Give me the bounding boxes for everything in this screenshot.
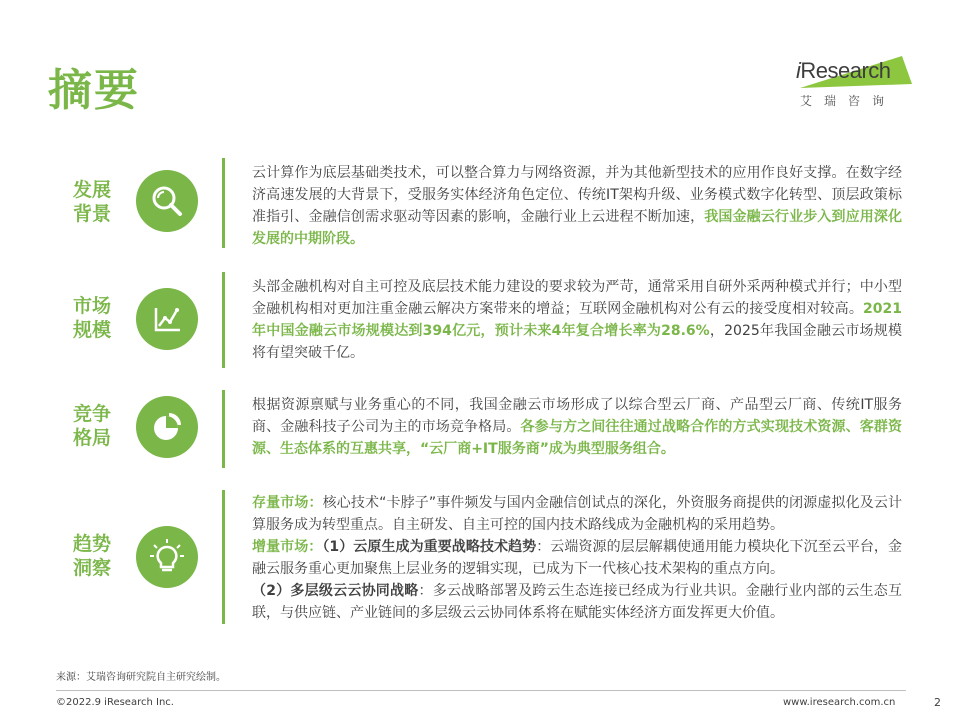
section-competitive-landscape [0, 390, 960, 468]
section-label [62, 532, 122, 580]
section-label-line1: 市场 [72, 295, 111, 317]
section-icon-circle [136, 526, 198, 588]
section-label-line1: 趋势 [72, 533, 111, 555]
section-text-highlight: 存量市场： [252, 495, 323, 511]
section-label-line1: 发展 [72, 179, 111, 201]
section-text [252, 162, 902, 250]
page-title: 摘要 [48, 65, 140, 116]
section-divider-bar [222, 390, 225, 468]
section-text-segment: 根据资源禀赋与业务重心的不同，我国金融云市场形成了以综合型云厂商、产品型云厂商、传统IT服务商、金融科技子公司为主的市场竞争格局。 [252, 397, 902, 435]
section-text-segment: 头部金融机构对自主可控及底层技术能力建设的要求较为严苛，通常采用自研外采两种模式并行；中小型金融机构相对更加注重金融云解决方案带来的增益；互联网金融机构对公有云的接受度相对较高。 [252, 279, 902, 317]
section-icon-circle [136, 396, 198, 458]
website-link[interactable]: www.iresearch.com.cn [783, 697, 896, 708]
section-label [62, 178, 122, 226]
section-icon-circle [136, 170, 198, 232]
section-text-segment: ：云端资源的层层解耦使通用能力模块化下沉至云平台，金融云服务重心更加聚焦上层业务的逻辑实现，已成为下一代核心技术架构的重点方向。 [252, 539, 902, 577]
logo-wordmark [796, 58, 891, 84]
pie-chart-icon [136, 396, 198, 458]
logo-wordmark-rest: Research [800, 58, 891, 83]
section-label [62, 402, 122, 450]
section-text-highlight: 我国金融云行业步入到应用深化发展的中期阶段。 [252, 209, 902, 247]
section-text [252, 492, 902, 624]
section-divider-bar [222, 158, 225, 248]
section-divider-bar [222, 272, 225, 368]
section-label-line2: 洞察 [72, 557, 111, 579]
section-label-line2: 规模 [72, 319, 111, 341]
section-text-highlight: 各参与方之间往往通过战略合作的方式实现技术资源、客群资源、生态体系的互惠共享，“云厂商+IT服务商”成为典型服务组合。 [252, 419, 903, 457]
section-label [62, 294, 122, 342]
logo-subtitle: 艾瑞咨询 [800, 94, 897, 108]
section-trend-insight [0, 490, 960, 624]
section-text-bold: （1）云原生成为重要战略技术趋势 [322, 539, 537, 555]
copyright: ©2022.9 iResearch Inc. [56, 697, 174, 708]
magnifier-icon [136, 170, 198, 232]
line-chart-icon [136, 288, 198, 350]
logo-wordmark-i: i [796, 58, 801, 83]
page-number: 2 [934, 696, 941, 709]
section-text-segment: 云计算作为底层基础类技术，可以整合算力与网络资源，并为其他新型技术的应用作良好支撑。在数字经济高速发展的大背景下，受服务实体经济角色定位、传统IT架构升级、业务模式数字化转型、顶层政策标准指引、金融信创需求驱动等因素的影响，金融行业上云进程不断加速， [252, 165, 902, 225]
section-text-segment: 核心技术“卡脖子”事件频发与国内金融信创试点的深化，外资服务商提供的闭源虚拟化及云计算服务成为转型重点。自主研发、自主可控的国内技术路线成为金融机构的采用趋势。 [252, 495, 903, 533]
section-market-size [0, 272, 960, 368]
section-text-segment: ，2025年我国金融云市场规模将有望突破千亿。 [252, 323, 902, 361]
section-label-line2: 背景 [72, 203, 111, 225]
section-label-line1: 竞争 [72, 403, 111, 425]
footer-divider [56, 690, 906, 691]
section-divider-bar [222, 490, 225, 624]
section-text-bold: （2）多层级云云协同战略 [252, 583, 419, 599]
section-text-highlight: 增量市场： [252, 539, 323, 555]
section-development-background [0, 158, 960, 248]
section-text-highlight: 2021年中国金融云市场规模达到394亿元，预计未来4年复合增长率为28.6% [252, 301, 902, 339]
iresearch-logo [790, 48, 915, 110]
section-text-segment: ：多云战略部署及跨云生态连接已经成为行业共识。金融行业内部的云生态互联，与供应链、产业链间的多层级云云协同体系将在赋能实体经济方面发挥更大价值。 [252, 583, 902, 621]
section-icon-circle [136, 288, 198, 350]
section-label-line2: 格局 [72, 427, 111, 449]
section-text [252, 276, 902, 364]
source-note: 来源：艾瑞咨询研究院自主研究绘制。 [56, 672, 226, 683]
lightbulb-icon [136, 526, 198, 588]
section-text [252, 394, 902, 460]
